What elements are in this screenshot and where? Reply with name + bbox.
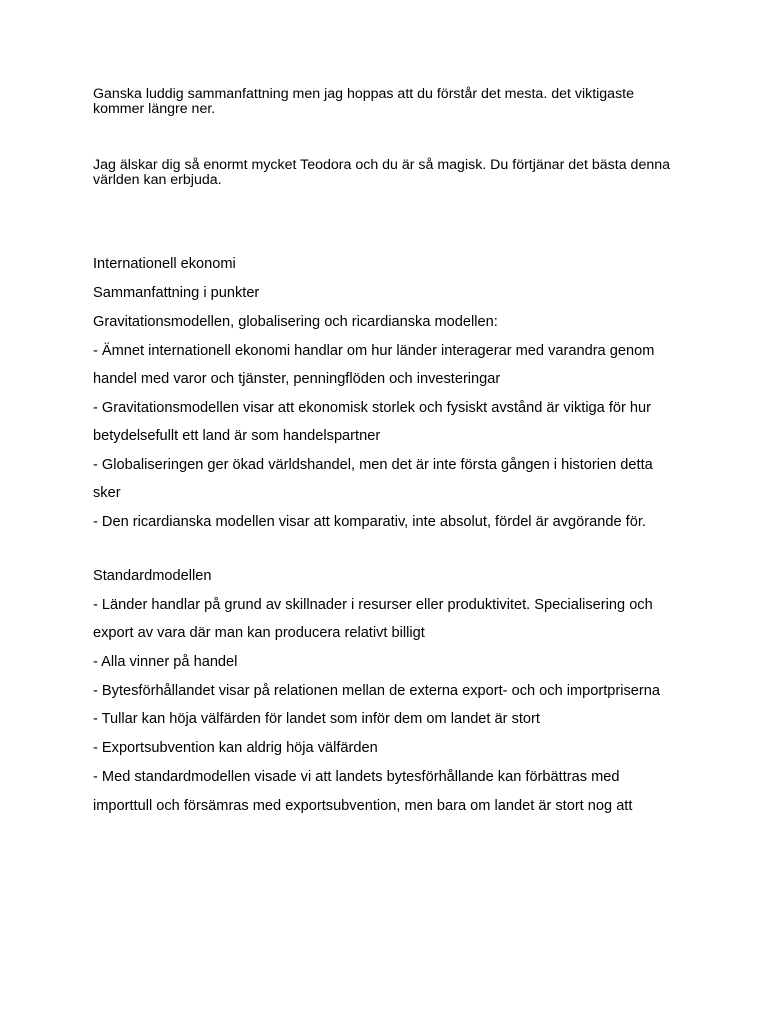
bullet-line: - Ämnet internationell ekonomi handlar om hur länder interagerar med varandra genom: [93, 343, 655, 359]
bullet-line: - Den ricardianska modellen visar att komparativ, inte absolut, fördel är avgörande för.: [93, 514, 646, 530]
bullet-line: betydelsefullt ett land är som handelspartner: [93, 428, 381, 444]
section-spacer: [93, 542, 673, 568]
bullet-line: - Tullar kan höja välfärden för landet som inför dem om landet är stort: [93, 711, 540, 727]
bullet-line: sker: [93, 485, 121, 501]
bullet-line: - Bytesförhållandet visar på relationen mellan de externa export- och och importpriserna: [93, 683, 661, 699]
bullet-line: - Globaliseringen ger ökad världshandel, men det är inte första gången i historien detta: [93, 457, 653, 473]
bullet-line: - Med standardmodellen visade vi att landets bytesförhållande kan förbättras med: [93, 769, 620, 785]
intro-paragraph: Jag älskar dig så enormt mycket Teodora och du är så magisk. Du förtjänar det bästa denna världen kan erbjuda.: [93, 157, 671, 188]
bullet-line: export av vara där man kan producera relativt billigt: [93, 625, 425, 641]
bullet-line: - Länder handlar på grund av skillnader i resurser eller produktivitet. Specialisering och: [93, 597, 653, 613]
bullet-line: - Gravitationsmodellen visar att ekonomisk storlek och fysiskt avstånd är viktiga för hur: [93, 400, 652, 416]
bullet-line: - Exportsubvention kan aldrig höja välfärden: [93, 740, 378, 756]
bullet-line: handel med varor och tjänster, penningflöden och investeringar: [93, 371, 501, 387]
bullet-line: importtull och försämras med exportsubvention, men bara om landet är stort nog att: [93, 798, 633, 814]
section-heading: Standardmodellen: [93, 568, 212, 584]
document-title: Internationell ekonomi: [93, 256, 236, 272]
intro-paragraph: Ganska luddig sammanfattning men jag hoppas att du förstår det mesta. det viktigaste kommer längre ner.: [93, 86, 635, 117]
document-subtitle: Sammanfattning i punkter: [93, 285, 260, 301]
bullet-line: - Alla vinner på handel: [93, 654, 238, 670]
section-heading: Gravitationsmodellen, globalisering och ricardianska modellen:: [93, 314, 498, 330]
summary-body: [93, 256, 673, 827]
